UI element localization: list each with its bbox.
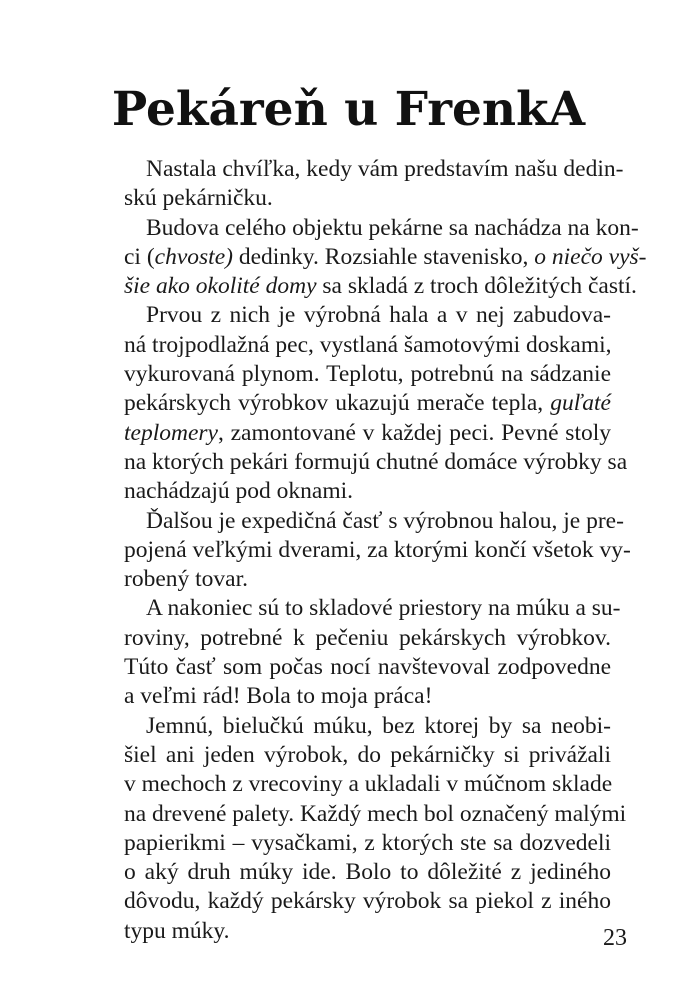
text-run: Budova celého objektu pekárne sa nachádza na kon- <box>146 214 639 241</box>
text-line <box>124 389 611 418</box>
text-line <box>124 360 611 389</box>
page-number: 23 <box>603 925 627 951</box>
text-line <box>124 858 611 887</box>
text-line <box>124 214 639 243</box>
text-run: Ďalšou je expedičná časť s výrobnou halou, je pre- <box>146 507 624 534</box>
text-run: vykurovaná plynom. Teplotu, potrebnú na sádzanie <box>124 361 611 388</box>
text-line <box>124 477 611 506</box>
text-line <box>124 624 611 653</box>
chapter-title: Pekáreň u FrenkA <box>111 82 586 137</box>
text-run: o aký druh múky ide. Bolo to dôležité z jediného <box>124 859 611 886</box>
text-run: sa skladá z troch dôležitých častí. <box>316 273 637 300</box>
text-line <box>124 448 628 477</box>
text-line <box>124 682 611 711</box>
text-run: papierikmi – vysačkami, z ktorých ste sa dozvedeli <box>124 829 611 856</box>
text-line <box>124 155 624 184</box>
text-line <box>124 917 611 946</box>
paragraph <box>124 214 647 302</box>
italic-text: teplomery <box>124 419 218 446</box>
text-run: skú pekárničku. <box>124 185 273 212</box>
text-line <box>124 331 611 360</box>
text-line <box>124 184 611 213</box>
text-line <box>124 419 611 448</box>
text-run: Jemnú, bielučkú múku, bez ktorej by sa neobi- <box>146 712 611 739</box>
paragraph <box>124 155 624 214</box>
text-run: pekárskych výrobkov ukazujú merače tepla, <box>124 390 551 417</box>
text-line <box>124 507 624 536</box>
text-line <box>124 800 627 829</box>
text-line <box>124 653 611 682</box>
text-run: , zamontované v každej peci. Pevné stoly <box>217 419 611 446</box>
text-line <box>124 565 611 594</box>
text-line <box>124 741 611 770</box>
paragraph <box>124 507 631 595</box>
text-run: Túto časť som počas nocí navštevoval zodpovedne <box>124 654 611 681</box>
text-run: Prvou z nich je výrobná hala a v nej zabudova- <box>146 302 611 329</box>
text-run: v mechoch z vrecoviny a ukladali v múčnom sklade <box>124 771 613 798</box>
text-run: Nastala chvíľka, kedy vám predstavím našu dedin- <box>146 156 624 182</box>
text-line <box>124 712 611 741</box>
text-run: pojená veľkými dverami, za ktorými končí všetok vy- <box>124 536 631 563</box>
text-run: a veľmi rád! Bola to moja práca! <box>124 683 433 710</box>
text-run: na ktorých pekári formujú chutné domáce výrobky sa <box>124 448 628 475</box>
text-line <box>124 594 621 623</box>
text-run: dedinky. Rozsiahle stavenisko, <box>232 243 535 270</box>
text-line <box>124 536 631 565</box>
text-run: dôvodu, každý pekársky výrobok sa piekol z iného <box>124 888 611 915</box>
italic-text: šie ako okolité domy <box>124 273 317 300</box>
italic-text: guľaté <box>550 390 611 417</box>
text-run: typu múky. <box>124 917 230 944</box>
text-run: A nakoniec sú to skladové priestory na múku a su- <box>146 595 621 622</box>
text-run: roviny, potrebné k pečeniu pekárskych výrobkov. <box>124 624 611 651</box>
text-run: na drevené palety. Každý mech bol označený malými <box>124 800 627 827</box>
italic-text: o niečo vyš- <box>534 243 647 270</box>
text-run: ná trojpodlažná pec, vystlaná šamotovými doskami, <box>124 331 612 358</box>
paragraph <box>124 594 621 711</box>
text-run: ci ( <box>124 243 155 270</box>
text-line <box>124 770 611 799</box>
text-line <box>124 272 637 301</box>
text-line <box>124 829 611 858</box>
text-line <box>124 243 647 272</box>
text-run: robený tovar. <box>124 566 248 593</box>
italic-text: chvoste) <box>154 243 233 270</box>
paragraph <box>124 301 628 506</box>
text-line <box>124 301 611 330</box>
text-run: nachádzajú pod oknami. <box>124 478 354 505</box>
text-line <box>124 887 611 916</box>
text-run: šiel ani jeden výrobok, do pekárničky si privážali <box>124 741 611 768</box>
